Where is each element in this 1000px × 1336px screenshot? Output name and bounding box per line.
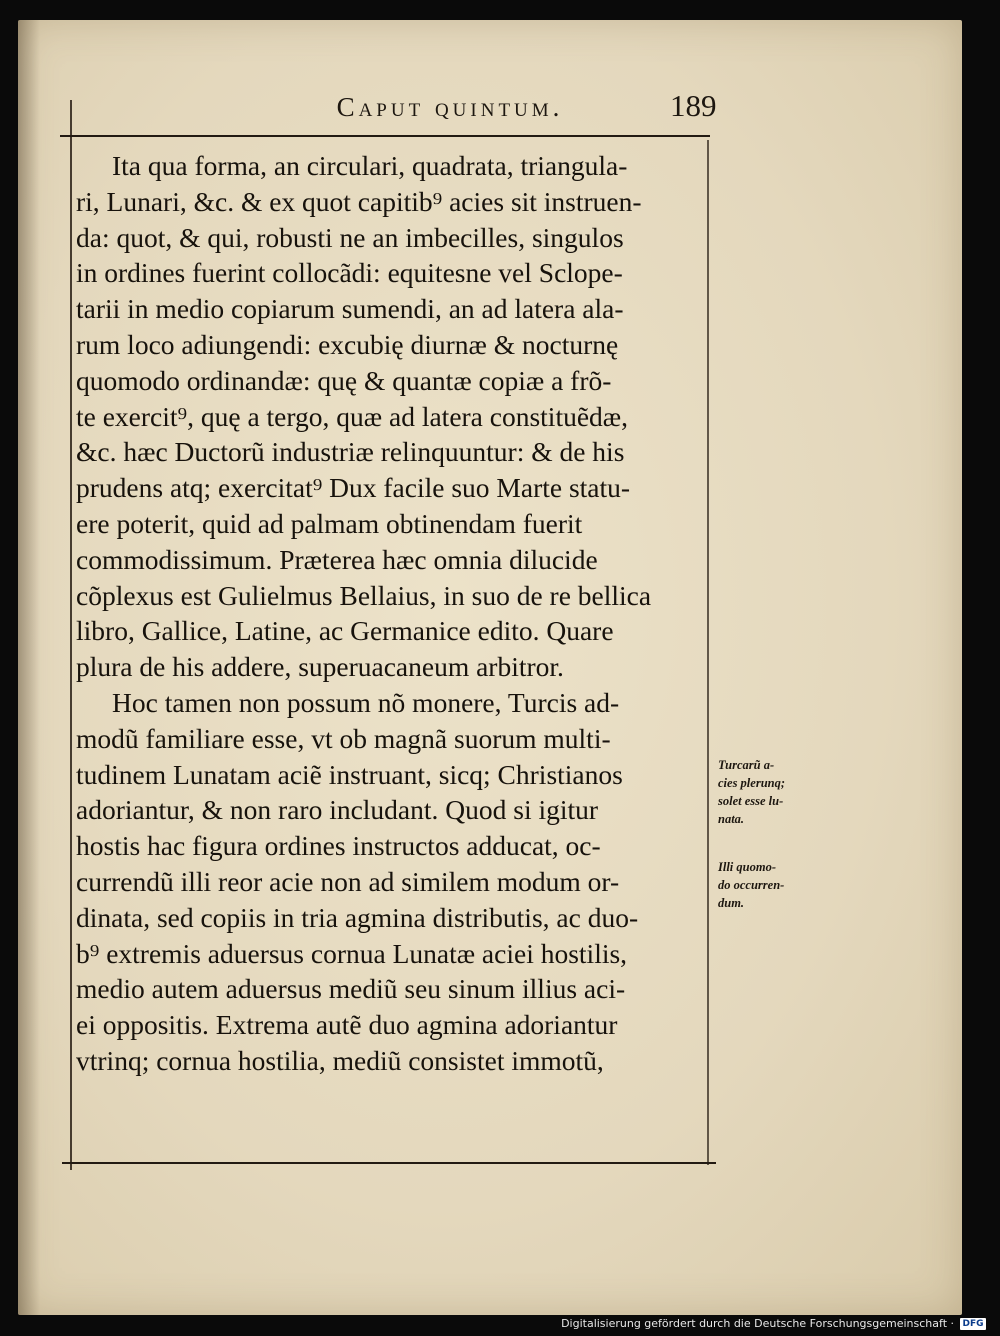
marginal-note-countermeasure bbox=[718, 858, 784, 912]
text-line: in ordines fuerint collocãdi: equitesne vel Sclope- bbox=[76, 257, 623, 289]
text-line: quomodo ordinandæ: quę & quantæ copiæ a frõ- bbox=[76, 364, 612, 396]
text-line: plura de his addere, superuacaneum arbitror. bbox=[76, 651, 564, 683]
text-line: vtrinq; cornua hostilia, mediũ consistet immotũ, bbox=[76, 1044, 604, 1076]
text-line: prudens atq; exercitat⁹ Dux facile suo Marte statu- bbox=[76, 472, 631, 504]
text-line: medio autem aduersus mediũ seu sinum illius aci- bbox=[76, 973, 626, 1005]
text-line: te exercit⁹, quę a tergo, quæ ad latera constituẽdæ, bbox=[76, 400, 629, 432]
text-line: currendũ illi reor acie non ad similem modum or- bbox=[76, 865, 620, 897]
text-line: da: quot, & qui, robusti ne an imbecilles, singulos bbox=[76, 221, 624, 253]
text-line: ei oppositis. Extrema autẽ duo agmina adoriantur bbox=[76, 1009, 618, 1041]
text-line: libro, Gallice, Latine, ac Germanice edito. Quare bbox=[76, 615, 614, 647]
text-line: Hoc tamen non possum nõ monere, Turcis ad- bbox=[112, 686, 620, 718]
text-line: b⁹ extremis aduersus cornua Lunatæ aciei hostilis, bbox=[76, 937, 628, 969]
marginal-line: Turcarũ a- bbox=[718, 758, 775, 772]
text-line: tudinem Lunatam aciẽ instruant, sicq; Christianos bbox=[76, 758, 623, 790]
text-line: cõplexus est Gulielmus Bellaius, in suo de re bellica bbox=[76, 579, 652, 611]
left-frame-rule bbox=[70, 100, 72, 1170]
marginal-line: solet esse lu- bbox=[718, 794, 784, 808]
footer-rule bbox=[62, 1162, 716, 1164]
text-line: ri, Lunari, &c. & ex quot capitib⁹ acies sit instruen- bbox=[76, 185, 642, 217]
marginal-line: Illi quomo- bbox=[718, 860, 776, 874]
marginal-line: dum. bbox=[718, 896, 745, 910]
body-text bbox=[76, 148, 712, 1079]
header-rule bbox=[60, 135, 710, 137]
text-line: commodissimum. Præterea hæc omnia dilucide bbox=[76, 543, 598, 575]
text-line: Ita qua forma, an circulari, quadrata, triangula- bbox=[112, 150, 628, 181]
running-head: Caput quintum. bbox=[336, 92, 564, 122]
digitization-credit bbox=[561, 1317, 986, 1330]
marginal-line: do occurren- bbox=[718, 878, 785, 892]
marginal-line: cies plerunq; bbox=[718, 776, 786, 790]
marginal-note-turkish-crescent bbox=[718, 756, 785, 828]
text-line: adoriantur, & non raro includant. Quod si igitur bbox=[76, 794, 599, 826]
text-line: modũ familiare esse, vt ob magnã suorum multi- bbox=[76, 722, 611, 754]
marginal-line: nata. bbox=[718, 812, 745, 826]
text-line: ere poterit, quid ad palmam obtinendam fuerit bbox=[76, 507, 583, 539]
text-line: tarii in medio copiarum sumendi, an ad latera ala- bbox=[76, 293, 624, 325]
text-line: rum loco adiungendi: excubię diurnæ & nocturnę bbox=[76, 328, 619, 360]
dfg-logo: DFG bbox=[960, 1318, 986, 1330]
page-number: 189 bbox=[670, 88, 717, 123]
text-line: hostis hac figura ordines instructos adducat, oc- bbox=[76, 830, 601, 862]
text-line: dinata, sed copiis in tria agmina distributis, ac duo- bbox=[76, 901, 639, 933]
credit-text: Digitalisierung gefördert durch die Deutsche Forschungsgemeinschaft · bbox=[561, 1317, 954, 1330]
text-line: &c. hæc Ductorũ industriæ relinquuntur: & de his bbox=[76, 436, 625, 468]
spine-shadow bbox=[18, 20, 40, 1315]
